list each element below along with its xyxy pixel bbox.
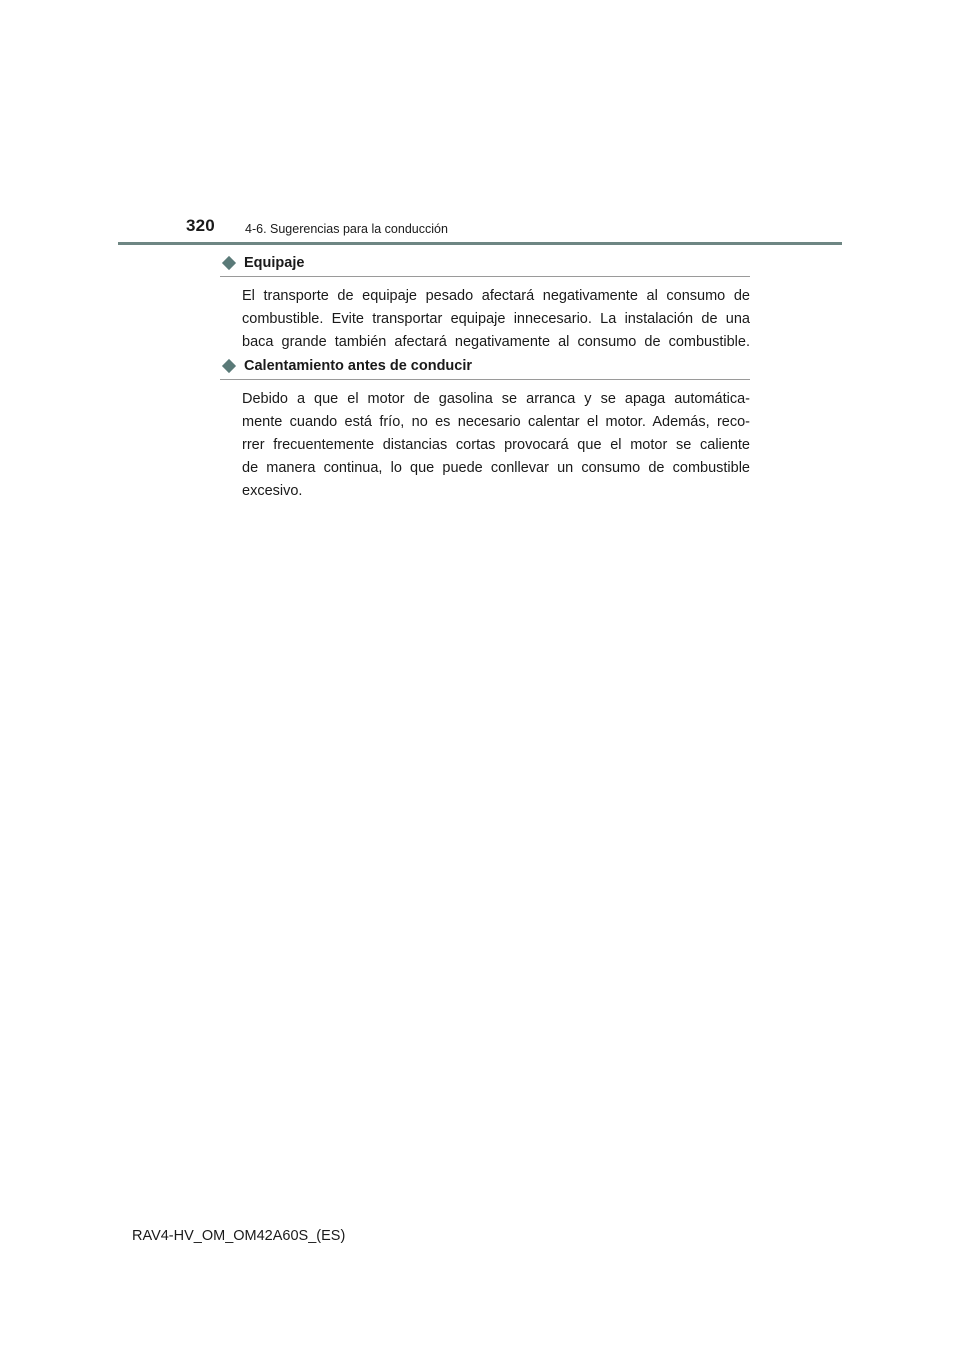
chapter-header: 4-6. Sugerencias para la conducción — [245, 222, 448, 236]
body-line: mente cuando está frío, no es necesario calentar el motor. Además, reco- — [242, 414, 750, 430]
header-rule — [118, 242, 842, 245]
diamond-bullet-icon — [222, 359, 236, 373]
body-line: excesivo. — [242, 483, 303, 499]
body-line: baca grande también afectará negativamente al consumo de combustible. — [242, 334, 750, 350]
section-equipaje — [220, 250, 750, 354]
footer-document-code: RAV4-HV_OM_OM42A60S_(ES) — [132, 1228, 346, 1244]
section-heading — [220, 353, 750, 380]
body-line: de manera continua, lo que puede conllevar un consumo de combustible — [242, 460, 750, 476]
section-body — [242, 285, 750, 354]
section-heading — [220, 250, 750, 277]
body-line: Debido a que el motor de gasolina se arranca y se apaga automática- — [242, 391, 750, 407]
page-number: 320 — [186, 216, 215, 235]
section-calentamiento — [220, 353, 750, 503]
body-line: El transporte de equipaje pesado afectará negativamente al consumo de — [242, 288, 750, 304]
body-line: combustible. Evite transportar equipaje innecesario. La instalación de una — [242, 311, 750, 327]
section-heading-text: Calentamiento antes de conducir — [244, 358, 473, 374]
section-body — [242, 388, 750, 503]
section-heading-text: Equipaje — [244, 255, 305, 271]
body-line: rrer frecuentemente distancias cortas provocará que el motor se caliente — [242, 437, 750, 453]
diamond-bullet-icon — [222, 256, 236, 270]
